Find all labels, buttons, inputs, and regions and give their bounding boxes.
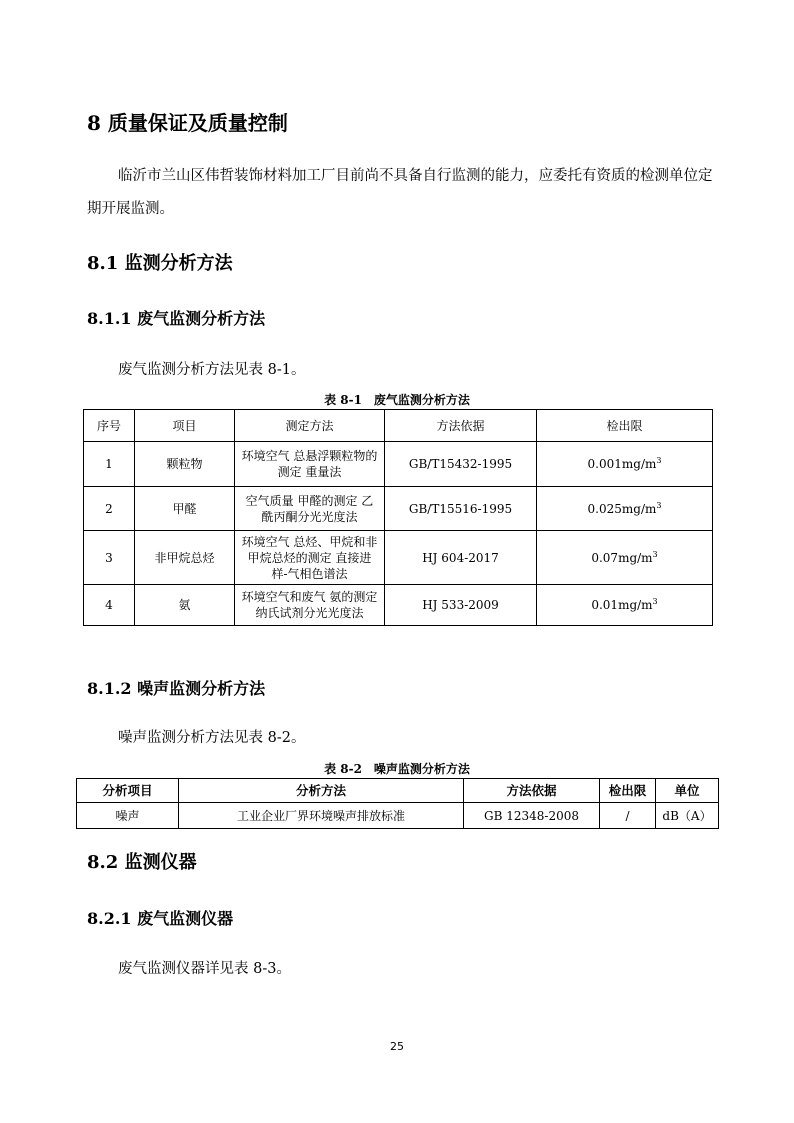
- table-row: [84, 531, 713, 585]
- cell-limit: /: [600, 803, 656, 829]
- cell-basis: HJ 533-2009: [385, 585, 537, 626]
- cell-method: 环境空气和废气 氨的测定 纳氏试剂分光光度法: [235, 585, 385, 626]
- header-cell: 分析项目: [77, 779, 179, 803]
- cell-item: 氨: [135, 585, 235, 626]
- header-cell: 检出限: [600, 779, 656, 803]
- unit-exponent: 3: [656, 500, 662, 510]
- unit-exponent: 3: [656, 456, 662, 465]
- cell-item: 非甲烷总烃: [135, 531, 235, 585]
- section-8-1-2-title: 8.1.2 噪声监测分析方法: [87, 679, 266, 698]
- section-8-1-title: 8.1 监测分析方法: [87, 253, 233, 274]
- cell-basis: HJ 604-2017: [385, 531, 537, 585]
- cell-method: 环境空气 总烃、甲烷和非甲烷总烃的测定 直接进样-气相色谱法: [235, 531, 385, 585]
- table-header-row: [84, 410, 713, 442]
- cell-basis: GB/T15516-1995: [385, 487, 537, 531]
- cell-no: 4: [84, 585, 135, 626]
- cell-limit: [537, 531, 713, 585]
- section-8-2-title: 8.2 监测仪器: [87, 852, 197, 873]
- table-row: [84, 585, 713, 626]
- cell-limit: [537, 585, 713, 626]
- limit-value: 0.001mg/m: [587, 457, 657, 471]
- cell-no: 3: [84, 531, 135, 585]
- header-cell: 测定方法: [235, 410, 385, 442]
- section-8-intro: 临沂市兰山区伟哲装饰材料加工厂目前尚不具备自行监测的能力，应委托有资质的检测单位定期开展监测。: [87, 168, 713, 217]
- header-cell: 分析方法: [179, 779, 464, 803]
- cell-item: 颗粒物: [135, 442, 235, 487]
- section-8-title: 8 质量保证及质量控制: [87, 111, 288, 135]
- limit-value: 0.01mg/m: [591, 598, 653, 612]
- header-cell: 序号: [84, 410, 135, 442]
- cell-no: 2: [84, 487, 135, 531]
- cell-limit: [537, 487, 713, 531]
- cell-basis: GB/T15432-1995: [385, 442, 537, 487]
- table-8-2: [76, 778, 719, 829]
- cell-limit: [537, 442, 713, 487]
- table-header-row: [77, 779, 719, 803]
- cell-no: 1: [84, 442, 135, 487]
- header-cell: 检出限: [537, 410, 713, 442]
- unit-exponent: 3: [652, 549, 658, 559]
- table-8-1: [83, 409, 713, 626]
- cell-method: 空气质量 甲醛的测定 乙酰丙酮分光光度法: [235, 487, 385, 531]
- section-8-1-1-intro: 废气监测分析方法见表 8-1。: [118, 362, 306, 378]
- header-cell: 项目: [135, 410, 235, 442]
- table-row: [84, 442, 713, 487]
- section-8-2-1-intro: 废气监测仪器详见表 8-3。: [118, 961, 291, 977]
- header-cell: 方法依据: [385, 410, 537, 442]
- section-8-1-1-title: 8.1.1 废气监测分析方法: [87, 309, 266, 328]
- cell-method: 工业企业厂界环境噪声排放标准: [179, 803, 464, 829]
- cell-item: 甲醛: [135, 487, 235, 531]
- table-8-1-caption: 表 8-1 废气监测分析方法: [324, 393, 470, 407]
- header-cell: 方法依据: [464, 779, 600, 803]
- limit-value: 0.025mg/m: [587, 501, 657, 516]
- cell-unit: dB（A）: [656, 803, 719, 829]
- page-number: 25: [390, 1040, 404, 1053]
- table-row: [84, 487, 713, 531]
- cell-item: 噪声: [77, 803, 179, 829]
- cell-method: 环境空气 总悬浮颗粒物的测定 重量法: [235, 442, 385, 487]
- table-row: [77, 803, 719, 829]
- table-8-2-caption: 表 8-2 噪声监测分析方法: [324, 762, 470, 776]
- section-8-2-1-title: 8.2.1 废气监测仪器: [87, 909, 234, 928]
- section-8-1-2-intro: 噪声监测分析方法见表 8-2。: [118, 730, 306, 746]
- header-cell: 单位: [656, 779, 719, 803]
- cell-basis: GB 12348-2008: [464, 803, 600, 829]
- limit-value: 0.07mg/m: [591, 550, 653, 565]
- unit-exponent: 3: [652, 597, 658, 606]
